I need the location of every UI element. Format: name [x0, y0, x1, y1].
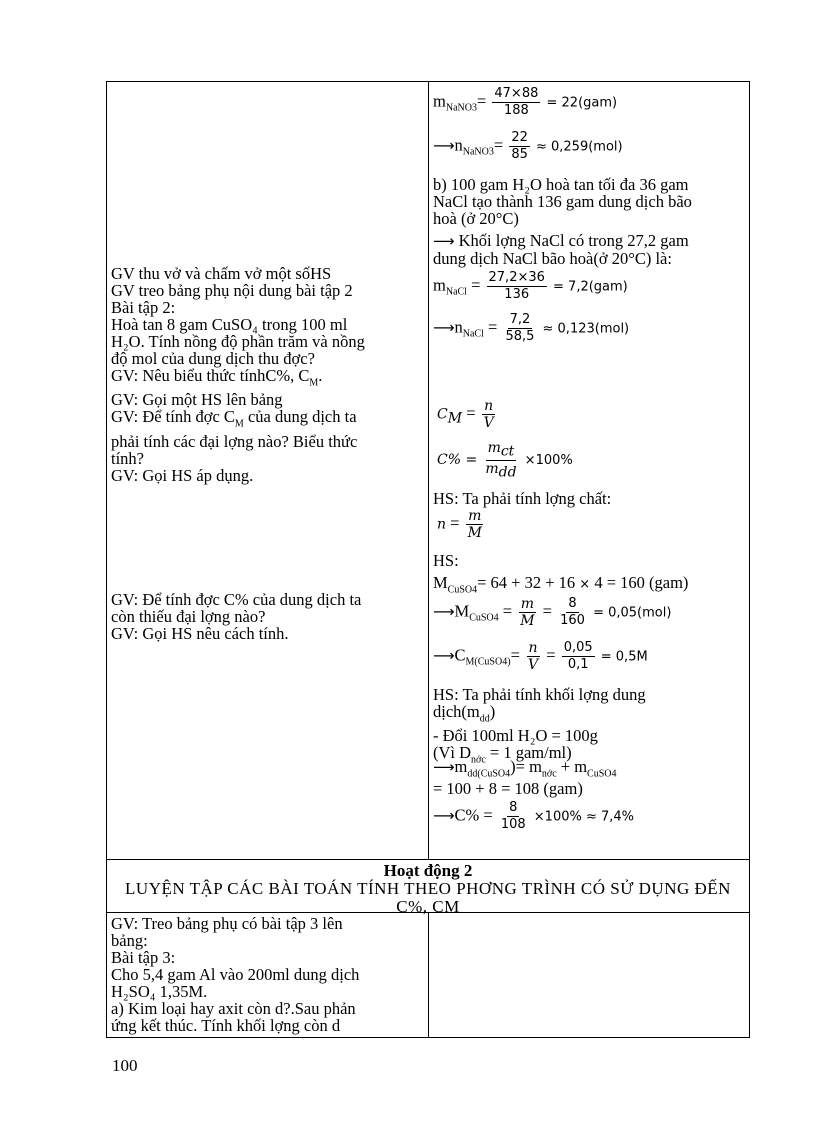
text-line: độ mol của dung dịch thu đợc? [111, 349, 315, 368]
table-row [107, 913, 750, 1038]
text-line: bảng: [111, 931, 148, 950]
text-line: Bài tập 3: [111, 948, 176, 967]
exercise-3-cell [107, 913, 429, 1038]
formula-n-nacl: $⟶n_{NaCl}$ = $\frac{7,2}{58,5}$ ≈ 0,123(mol) [433, 312, 630, 344]
part-b-text [433, 176, 692, 227]
arrow-icon: ⟶ [433, 646, 455, 665]
arrow-icon: ⟶ [433, 806, 455, 825]
text-line: $dịch(m_{dd})$ [433, 702, 496, 725]
text-line: HS: Ta phải tính lợng chất: [433, 489, 612, 508]
text-line: GV treo bảng phụ nội dung bài tập 2 [111, 281, 353, 300]
formula-mdd: $⟶m_{dd(CuSO4})= m_{nớc} + m_{CuSO4}$ [433, 757, 617, 780]
fraction: $\frac{27,2\times 36}{136}$ [488, 270, 545, 302]
fraction: $\frac{n}{V}$ [528, 640, 539, 673]
text-line: NaCl tạo thành 136 gam dung dịch bão [433, 192, 692, 211]
text-line: a) Kim loại hay axit còn d?.Sau phản [111, 999, 356, 1018]
arrow-icon: ⟶ [433, 136, 455, 155]
text-line: còn thiếu đại lợng nào? [111, 607, 266, 626]
text-line: GV: Để tính đợc $C_M$ của dung dịch ta [111, 407, 357, 430]
formula-n-cuso4: $⟶M_{CuSO4}$ = $\frac{m}{M}$ = $\frac{8}{160}$ = 0,05(mol) [433, 596, 672, 629]
page-number: 100 [112, 1056, 138, 1075]
text-line: phải tính các đại lợng nào? Biểu thức [111, 431, 358, 451]
formula-c-percent: C% = $\frac{m_{ct}}{m_{dd}}$ ×100% [437, 440, 573, 481]
fraction: $\frac{22}{85}$ [511, 130, 528, 162]
text-line: Hoà tan 8 gam CuSO₄ trong 100 ml [111, 315, 348, 334]
empty-answer-cell [429, 913, 750, 1038]
content-table [106, 81, 750, 1038]
text-line: GV: Gọi HS nêu cách tính. [111, 624, 289, 643]
fraction: $\frac{0,05}{0,1}$ [563, 640, 593, 672]
formula-m-nacl: $m_{NaCl}$ = $\frac{27,2\times 36}{136}$ = 7,2(gam) [433, 270, 628, 302]
text-line: (Vì $D_{nớc} = 1$ gam/ml) [433, 743, 572, 766]
mass-nacl-text [433, 232, 689, 267]
text-line: GV: Gọi HS áp dụng. [111, 465, 254, 485]
formula-cm: $C_M$ = $\frac{n}{V}$ [437, 398, 494, 431]
fraction: $\frac{m}{M}$ [467, 508, 482, 541]
formula-c-percent-result: ⟶C% = $\frac{8}{108}$ ×100% ≈ 7,4% [433, 800, 635, 832]
text-line: H₂O. Tính nồng độ phần trăm và nồng [111, 332, 365, 351]
text-line: GV: Nêu biểu thức tínhC%, $C_M$. [111, 366, 323, 389]
table-row [107, 860, 750, 913]
fraction: $\frac{8}{108}$ [500, 800, 526, 832]
activity-title: Hoạt động 2 [383, 861, 473, 880]
formula-n-nano3: $⟶n_{NaNO3}=$ $\frac{22}{85}$ ≈ 0,259(mol) [433, 130, 623, 162]
formula-cm-cuso4: $⟶C_{M(CuSO4)}=$ $\frac{n}{V}$ = $\frac{0,05}{0,1}$ = 0,5M [433, 640, 648, 673]
text-line: ứng kết thúc. Tính khối lợng còn d [111, 1016, 341, 1035]
teacher-block-1 [111, 265, 365, 484]
fraction: $\frac{7,2}{58,5}$ [505, 312, 535, 344]
text-line: Cho 5,4 gam Al vào 200ml dung dịch [111, 965, 360, 984]
text-line: = 100 + 8 = 108 (gam) [433, 779, 583, 798]
arrow-icon: ⟶ [433, 758, 455, 776]
teacher-block-2 [111, 591, 361, 642]
activity-heading-cell [107, 860, 750, 916]
arrow-icon: ⟶ [433, 232, 455, 250]
text-line: HS: Ta phải tính khối lợng dung [433, 685, 646, 704]
formula-m-nano3: $m_{NaNO3}=$ $\frac{47\times 88}{188}$ = 22(gam) [433, 86, 618, 118]
text-line: - Đổi 100ml H₂O = 100g [433, 726, 598, 746]
fraction: $\frac{47\times 88}{188}$ [494, 86, 539, 118]
table-row [107, 82, 750, 860]
text-line: GV thu vở và chấm vở một sốHS [111, 264, 332, 283]
formula-n: n = $\frac{m}{M}$ [437, 508, 482, 541]
fraction: $\frac{n}{V}$ [483, 398, 494, 431]
text-line: Bài tập 2: [111, 298, 176, 317]
fraction: $\frac{m_{ct}}{m_{dd}}$ [485, 440, 517, 481]
text-line: GV: Để tính đợc C% của dung dịch ta [111, 590, 362, 609]
fraction: $\frac{8}{160}$ [560, 596, 585, 628]
activity-subtitle: LUYỆN TẬP CÁC BÀI TOÁN TÍNH THEO PHƠNG TRÌNH CÓ SỬ DỤNG ĐẾN C%, CM [125, 879, 731, 916]
teacher-column-cell [107, 82, 429, 860]
text-line: hoà (ở 20°C) [433, 209, 519, 228]
fraction: $\frac{m}{M}$ [520, 596, 535, 629]
text-line: GV: Treo bảng phụ có bài tập 3 lên [111, 914, 343, 933]
student-column-cell [429, 82, 750, 860]
text-line: dung dịch NaCl bão hoà(ở 20°C) là: [433, 249, 672, 268]
text-line: HS: [433, 551, 459, 570]
text-line: tính? [111, 448, 144, 468]
text-line: b) 100 gam H₂O hoà tan tối đa 36 gam [433, 175, 689, 194]
text-line: ⟶ Khối lợng NaCl có trong 27,2 gam [433, 231, 689, 250]
formula-m-cuso4: $M_{CuSO4}= 64 + 32 + 16 \times 4 = 160$ (gam) [433, 573, 689, 596]
arrow-icon: ⟶ [433, 318, 455, 337]
text-line: GV: Gọi một HS lên bảng [111, 390, 283, 410]
text-line: H₂SO₄ 1,35M. [111, 982, 208, 1001]
arrow-icon: ⟶ [433, 602, 455, 621]
